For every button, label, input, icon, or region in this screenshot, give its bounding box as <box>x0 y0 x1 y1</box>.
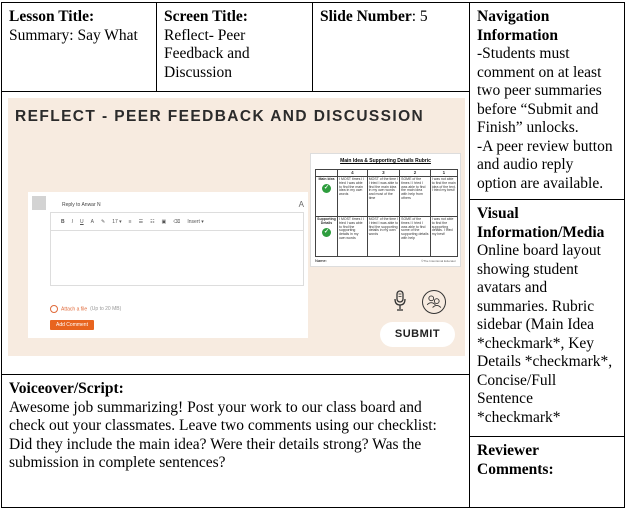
visual-line: *checkmark* <box>477 408 561 426</box>
visual-line: Sentence <box>477 390 533 407</box>
font-size-icon[interactable]: A <box>298 200 304 209</box>
screen-title-label: Screen Title: <box>164 8 248 25</box>
avatar <box>32 196 46 210</box>
rubric-row <box>316 177 458 217</box>
rubric-score-header: 1 <box>430 170 457 177</box>
voiceover-heading: Voiceover/Script: <box>9 380 124 397</box>
visual-line: avatars and <box>477 279 548 296</box>
visual-line: *checkmark*, Key <box>477 334 595 352</box>
list-icon[interactable]: ☰ <box>138 218 144 225</box>
rubric-cell: I was not able to find the main idea of the text. I tried my best! <box>430 177 457 217</box>
visual-line: Details *checkmark*, <box>477 353 613 370</box>
slide-number-value: : 5 <box>411 8 428 25</box>
navigation-info-cell <box>469 2 625 200</box>
rubric-score-header: 2 <box>400 170 431 177</box>
numbered-list-icon[interactable]: ☷ <box>150 218 155 225</box>
rubric-score-header: 3 <box>367 170 399 177</box>
microphone-icon[interactable] <box>393 290 407 312</box>
rubric-criterion: Main Idea <box>318 177 335 181</box>
text-color-icon[interactable]: A <box>90 218 94 225</box>
font-size-select[interactable]: 17 ▾ <box>112 218 122 225</box>
screen-title-cell <box>156 2 313 92</box>
rubric-cell: I MOST times I I tried I was able to find the main idea in my own words <box>338 177 368 217</box>
peer-review-icon[interactable] <box>422 290 446 314</box>
add-comment-button[interactable]: Add Comment <box>50 320 94 330</box>
align-icon[interactable]: ≡ <box>128 218 132 225</box>
visual-line: sidebar (Main Idea <box>477 316 595 333</box>
visual-heading: Information/Media <box>477 223 605 241</box>
visual-info-cell <box>469 199 625 437</box>
navigation-line: and audio reply <box>477 156 574 173</box>
lesson-title-cell <box>1 2 157 92</box>
paperclip-icon <box>50 305 58 313</box>
visual-heading: Visual <box>477 205 519 222</box>
rubric-name-label: Name: <box>315 258 327 263</box>
voiceover-line: check out your classmates. Leave two comments using our checklist: <box>9 417 437 434</box>
comment-editor <box>28 192 308 338</box>
rubric-table <box>315 169 458 257</box>
rubric-cell: SOME of the times I I tried I was able to find the main idea with help from others <box>400 177 431 217</box>
visual-line: Concise/Full <box>477 371 557 389</box>
rubric-score-header: 4 <box>338 170 368 177</box>
comment-input[interactable] <box>50 230 304 286</box>
visual-line: summaries. Rubric <box>477 297 595 315</box>
attach-label: Attach a file <box>61 306 88 313</box>
rubric-row <box>316 217 458 257</box>
navigation-line: option are available. <box>477 174 604 192</box>
clear-format-icon[interactable]: ⌫ <box>173 218 181 225</box>
italic-icon[interactable]: I <box>71 218 74 225</box>
rubric-sidebar <box>310 153 461 267</box>
rubric-header-row <box>316 170 458 177</box>
visual-line: showing student <box>477 260 579 278</box>
slide-number-cell <box>312 2 470 92</box>
rubric-cell: I was not able to find the supporting details. I tried my best! <box>430 217 457 257</box>
lesson-title-label: Lesson Title: <box>9 8 95 25</box>
navigation-heading: Information <box>477 26 558 44</box>
rubric-cell: MOST of the time I I tried I was able to find the main idea in my own words and most of the time <box>367 177 399 217</box>
rubric-corner <box>316 170 338 177</box>
navigation-line: Finish” unlocks. <box>477 119 579 136</box>
bold-icon[interactable]: B <box>61 218 65 225</box>
screen-title-line: Feedback and <box>164 45 250 62</box>
rubric-cell: MOST of the time I I tried I was able to find the supporting details in my own words <box>367 217 399 257</box>
voiceover-line: submission in complete sentences? <box>9 454 226 471</box>
navigation-line: before “Submit and <box>477 100 599 118</box>
reply-to-label: Reply to Anwar N <box>62 202 101 208</box>
rubric-cell: SOME of the times I I tried I was able to find some of the supporting details with help <box>400 217 431 257</box>
image-icon[interactable]: ▣ <box>161 218 167 225</box>
navigation-heading: Navigation <box>477 8 550 25</box>
attach-file-link[interactable] <box>50 305 121 313</box>
editor-toolbar <box>50 212 304 230</box>
rubric-criterion-cell <box>316 177 338 217</box>
voiceover-line: Did they include the main idea? Were their details strong? Was the <box>9 435 422 453</box>
reviewer-heading: Comments: <box>477 460 554 478</box>
rubric-title: Main Idea & Supporting Details Rubric <box>340 158 431 164</box>
reviewer-comments-cell <box>469 436 625 508</box>
voiceover-line: Awesome job summarizing! Post your work to our class board and <box>9 398 422 416</box>
checkmark-icon: ✓ <box>323 184 330 191</box>
lesson-title-value: Summary: Say What <box>9 26 138 44</box>
visual-line: Online board layout <box>477 242 601 259</box>
navigation-line: comment on at least <box>477 63 602 81</box>
checkmark-icon: ✓ <box>323 228 330 235</box>
attach-note: (Up to 20 MB) <box>90 306 122 313</box>
screen-title-line: Discussion <box>164 63 233 81</box>
navigation-line: -Students must <box>477 45 570 62</box>
voiceover-cell <box>1 374 470 508</box>
slide-number-label: Slide Number <box>320 8 412 25</box>
navigation-line: -A peer review button <box>477 137 613 155</box>
underline-icon[interactable]: U <box>80 218 84 225</box>
rubric-cell: I MOST times I I tried I was able to find the supporting details in my own words <box>338 217 368 257</box>
screen-title-line: Reflect- Peer <box>164 26 246 44</box>
rubric-criterion: Supporting Details <box>317 217 336 225</box>
rubric-criterion-cell <box>316 217 338 257</box>
rubric-credit: ©The Intentional Educator <box>421 259 456 263</box>
submit-button[interactable]: SUBMIT <box>380 322 455 347</box>
reviewer-heading: Reviewer <box>477 442 539 459</box>
highlight-icon[interactable]: ✎ <box>100 218 106 225</box>
navigation-line: two peer summaries <box>477 82 602 99</box>
slide-mockup <box>8 98 465 356</box>
slide-title: REFLECT - PEER FEEDBACK AND DISCUSSION <box>15 108 425 125</box>
insert-menu[interactable]: Insert ▾ <box>187 218 204 225</box>
